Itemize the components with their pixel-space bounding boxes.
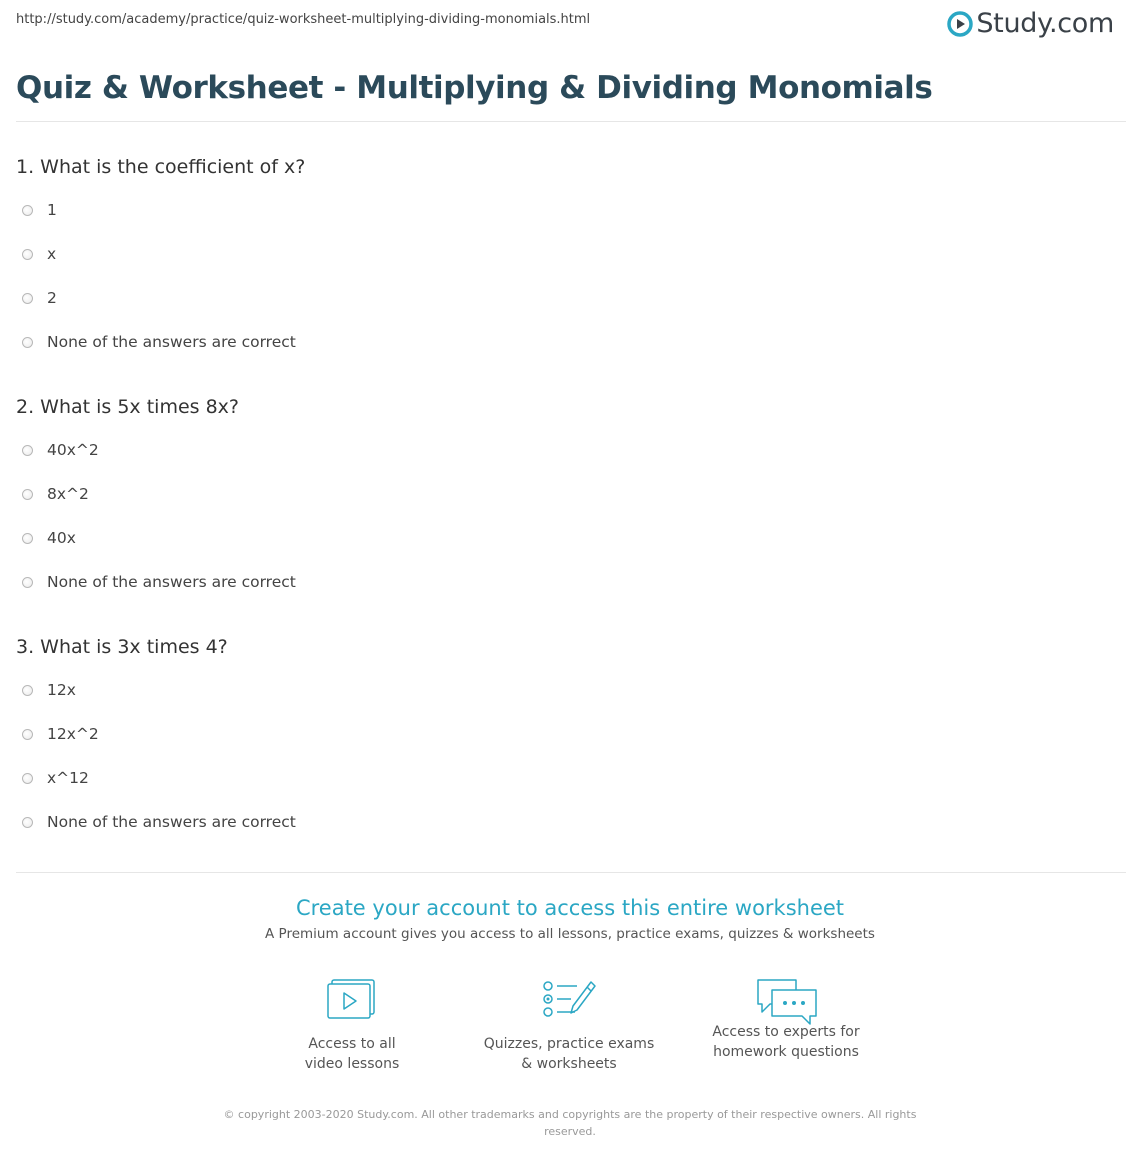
- feature-label-line: Quizzes, practice exams: [483, 1036, 655, 1052]
- radio-button[interactable]: [22, 817, 33, 828]
- answer-option[interactable]: [22, 768, 89, 788]
- copyright: [210, 1106, 930, 1140]
- feature-label-line: & worksheets: [521, 1056, 617, 1072]
- radio-button[interactable]: [22, 249, 33, 260]
- divider: [16, 121, 1126, 122]
- question-text: 2. What is 5x times 8x?: [16, 396, 239, 418]
- feature-label: [469, 1034, 669, 1074]
- answer-label: 40x: [47, 529, 76, 547]
- answer-option[interactable]: [22, 332, 296, 352]
- feature-label-line: Access to all: [308, 1036, 396, 1052]
- create-account-link[interactable]: Create your account to access this entire worksheet: [295, 896, 845, 920]
- radio-button[interactable]: [22, 489, 33, 500]
- cta-subtitle: A Premium account gives you access to all lessons, practice exams, quizzes & worksheets: [265, 926, 875, 942]
- radio-button[interactable]: [22, 293, 33, 304]
- question-text: 1. What is the coefficient of x?: [16, 156, 306, 178]
- answer-label: 40x^2: [47, 441, 99, 459]
- answer-label: 12x^2: [47, 725, 99, 743]
- answer-option[interactable]: [22, 680, 76, 700]
- radio-button[interactable]: [22, 685, 33, 696]
- answer-option[interactable]: [22, 244, 56, 264]
- radio-button[interactable]: [22, 205, 33, 216]
- answer-option[interactable]: [22, 200, 57, 220]
- radio-button[interactable]: [22, 577, 33, 588]
- copyright-line: reserved.: [544, 1125, 596, 1138]
- answer-label: 2: [47, 289, 57, 307]
- page-url: http://study.com/academy/practice/quiz-worksheet-multiplying-dividing-monomials.html: [16, 12, 591, 27]
- answer-option[interactable]: [22, 484, 89, 504]
- feature-label-line: Access to experts for: [712, 1024, 860, 1040]
- answer-label: None of the answers are correct: [47, 573, 296, 591]
- answer-option[interactable]: [22, 528, 76, 548]
- study-logo[interactable]: [947, 8, 1114, 39]
- answer-option[interactable]: [22, 440, 99, 460]
- answer-label: None of the answers are correct: [47, 813, 296, 831]
- video-lessons-icon: [326, 978, 378, 1022]
- answer-label: 8x^2: [47, 485, 89, 503]
- radio-button[interactable]: [22, 729, 33, 740]
- divider: [16, 872, 1126, 873]
- header: [0, 0, 1140, 50]
- answer-option[interactable]: [22, 812, 296, 832]
- feature-experts: [686, 978, 886, 1062]
- question-text: 3. What is 3x times 4?: [16, 636, 228, 658]
- feature-quizzes: [469, 978, 669, 1074]
- copyright-line: © copyright 2003-2020 Study.com. All other trademarks and copyrights are the property of their respective owners. All rights: [223, 1108, 917, 1121]
- answer-label: 1: [47, 201, 57, 219]
- answer-label: x: [47, 245, 57, 263]
- feature-label: [686, 1022, 886, 1062]
- radio-button[interactable]: [22, 773, 33, 784]
- answer-option[interactable]: [22, 724, 99, 744]
- answer-option[interactable]: [22, 572, 296, 592]
- feature-video-lessons: [252, 978, 452, 1074]
- logo-text: Study.com: [976, 8, 1114, 39]
- feature-label-line: video lessons: [304, 1056, 400, 1072]
- radio-button[interactable]: [22, 533, 33, 544]
- quiz-checklist-icon: [541, 978, 597, 1022]
- radio-button[interactable]: [22, 337, 33, 348]
- feature-label-line: homework questions: [713, 1044, 859, 1060]
- answer-label: x^12: [47, 769, 89, 787]
- page-title: Quiz & Worksheet - Multiplying & Dividing Monomials: [16, 70, 933, 106]
- chat-bubbles-icon: [754, 978, 818, 1028]
- play-circle-icon: [947, 11, 973, 37]
- answer-label: None of the answers are correct: [47, 333, 296, 351]
- answer-label: 12x: [47, 681, 76, 699]
- answer-option[interactable]: [22, 288, 57, 308]
- feature-label: [252, 1034, 452, 1074]
- radio-button[interactable]: [22, 445, 33, 456]
